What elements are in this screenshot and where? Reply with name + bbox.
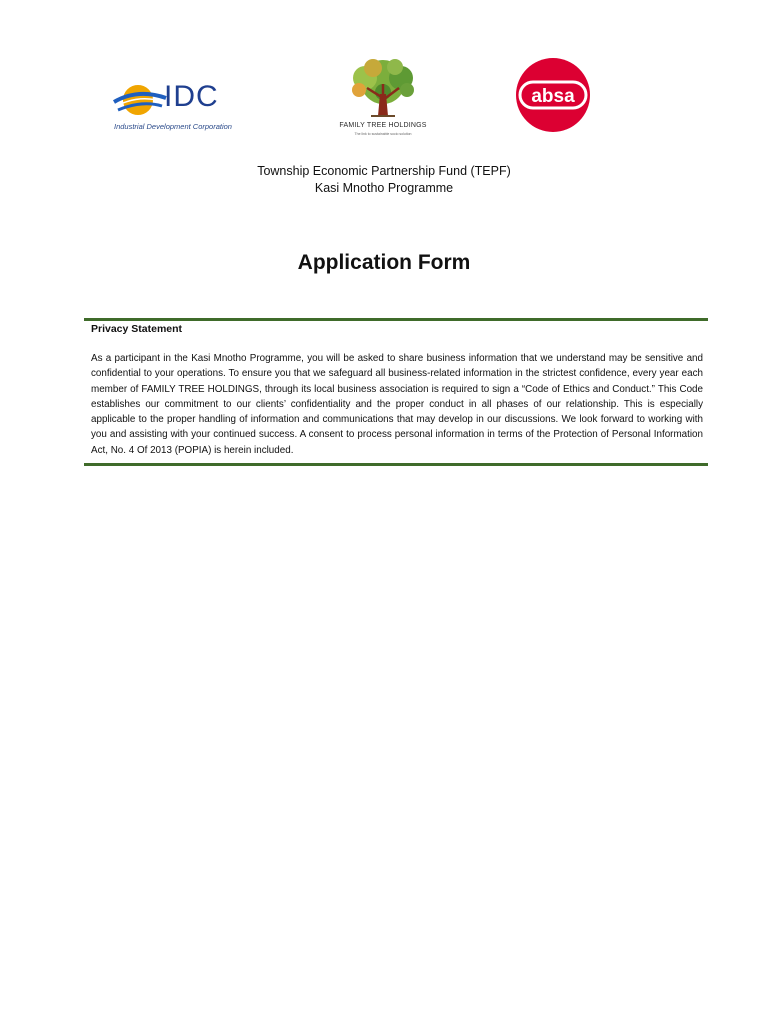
programme-title: Kasi Mnotho Programme [314,181,454,195]
idc-swoosh-icon [112,80,168,120]
family-tree-holdings-logo [333,58,433,142]
family-tree-holdings-name: FAMILY TREE HOLDINGS [339,122,427,129]
family-tree-holdings-tagline: The link to sustainable socio solution [354,132,412,136]
idc-logo [112,80,252,136]
absa-badge-icon [514,56,592,134]
absa-logo [514,56,592,134]
idc-subtitle: Industrial Development Corporation [114,122,232,131]
logo-bar [0,52,768,147]
fund-title: Township Economic Partnership Fund (TEPF) [257,164,511,178]
form-title: Application Form [297,251,471,274]
absa-wordmark: absa [531,86,575,107]
tree-icon [333,58,433,122]
section-divider-bottom [84,463,708,466]
idc-wordmark: IDC [164,80,219,113]
privacy-statement-body: As a participant in the Kasi Mnotho Programme, you will be asked to share business information that we understand may be sensitive and confidential to your operations. To ensure you that we safeguard all business-related information in the strictest confidence, every year each member of FAMILY TREE HOLDINGS, through its local business association is required to sign a “Code of Ethics and Conduct.” This Code establishes our commitment to our clients’ confidentiality and the proper conduct in all phases of our relationship. This is especially applicable to the proper handling of information and communications that may develop in our discussions. We look forward to working with you and assisting with your continued success. A consent to process personal information in terms of the Protection of Personal Information Act, No. 4 Of 2013 (POPIA) is herein included. [91,353,703,456]
section-divider-top [84,318,708,321]
privacy-statement-title: Privacy Statement [91,323,183,335]
